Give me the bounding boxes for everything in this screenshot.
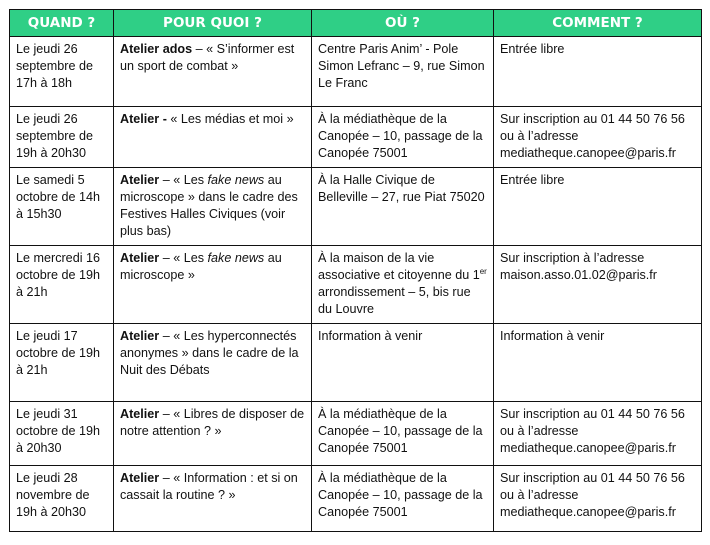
activity-title-post: au microscope » — [120, 251, 282, 282]
header-comment: COMMENT ? — [494, 10, 702, 37]
cell-comment: Sur inscription au 01 44 50 76 56 ou à l’adresse mediatheque.canopee@paris.fr — [494, 466, 702, 532]
table-header-row — [10, 10, 702, 37]
cell-quand: Le jeudi 28 novembre de 19h à 20h30 — [10, 466, 114, 532]
header-pour-quoi: POUR QUOI ? — [114, 10, 312, 37]
table-row — [10, 246, 702, 324]
activity-title: « Les médias et moi » — [166, 112, 294, 126]
cell-quand: Le mercredi 16 octobre de 19h à 21h — [10, 246, 114, 324]
activity-title-emphasis: fake news — [207, 173, 265, 187]
schedule-table — [9, 9, 702, 532]
cell-ou: À la Halle Civique de Belleville – 27, rue Piat 75020 — [312, 168, 494, 246]
location-post: arrondissement – 5, bis rue du Louvre — [318, 285, 471, 316]
cell-comment: Sur inscription à l’adresse maison.asso.01.02@paris.fr — [494, 246, 702, 324]
cell-quand: Le jeudi 26 septembre de 17h à 18h — [10, 37, 114, 107]
cell-quand: Le jeudi 17 octobre de 19h à 21h — [10, 324, 114, 402]
cell-quoi — [114, 37, 312, 107]
cell-quoi — [114, 466, 312, 532]
activity-title-emphasis: fake news — [207, 251, 265, 265]
location-pre: À la maison de la vie associative et citoyenne du 1 — [318, 251, 480, 282]
activity-title: – « Les hyperconnectés anonymes » dans le cadre de la Nuit des Débats — [120, 329, 299, 377]
cell-comment: Information à venir — [494, 324, 702, 402]
header-quand: QUAND ? — [10, 10, 114, 37]
activity-type: Atelier — [120, 407, 160, 421]
table-row — [10, 37, 702, 107]
cell-comment: Entrée libre — [494, 168, 702, 246]
cell-ou: À la médiathèque de la Canopée – 10, passage de la Canopée 75001 — [312, 107, 494, 168]
activity-title-post: au microscope » dans le cadre des Festives Halles Civiques (voir plus bas) — [120, 173, 298, 238]
table-row — [10, 324, 702, 402]
table-row — [10, 402, 702, 466]
cell-ou: Information à venir — [312, 324, 494, 402]
cell-quoi — [114, 107, 312, 168]
cell-ou: À la médiathèque de la Canopée – 10, passage de la Canopée 75001 — [312, 466, 494, 532]
cell-quoi — [114, 246, 312, 324]
activity-title-pre: – « Les — [159, 251, 208, 265]
activity-type: Atelier — [120, 251, 160, 265]
activity-type: Atelier ados — [120, 42, 193, 56]
activity-title: – « S’informer est un sport de combat » — [120, 42, 295, 73]
cell-ou: Centre Paris Anim’ - Pole Simon Lefranc – 9, rue Simon Le Franc — [312, 37, 494, 107]
cell-comment: Sur inscription au 01 44 50 76 56 ou à l’adresse mediatheque.canopee@paris.fr — [494, 402, 702, 466]
cell-ou: À la médiathèque de la Canopée – 10, passage de la Canopée 75001 — [312, 402, 494, 466]
activity-type: Atelier - — [120, 112, 167, 126]
cell-quand: Le jeudi 26 septembre de 19h à 20h30 — [10, 107, 114, 168]
cell-quoi — [114, 324, 312, 402]
cell-quoi — [114, 402, 312, 466]
cell-quand: Le jeudi 31 octobre de 19h à 20h30 — [10, 402, 114, 466]
cell-comment: Entrée libre — [494, 37, 702, 107]
cell-comment: Sur inscription au 01 44 50 76 56 ou à l’adresse mediatheque.canopee@paris.fr — [494, 107, 702, 168]
activity-title-pre: – « Les — [159, 173, 208, 187]
activity-title: – « Information : et si on cassait la routine ? » — [120, 471, 298, 502]
activity-type: Atelier — [120, 329, 160, 343]
cell-quoi — [114, 168, 312, 246]
schedule-table-wrapper — [9, 9, 702, 532]
activity-type: Atelier — [120, 173, 160, 187]
table-row — [10, 107, 702, 168]
table-row — [10, 168, 702, 246]
activity-type: Atelier — [120, 471, 160, 485]
header-ou: OÙ ? — [312, 10, 494, 37]
table-row — [10, 466, 702, 532]
activity-title: – « Libres de disposer de notre attention ? » — [120, 407, 305, 438]
cell-ou — [312, 246, 494, 324]
location-superscript: er — [479, 266, 487, 276]
cell-quand: Le samedi 5 octobre de 14h à 15h30 — [10, 168, 114, 246]
